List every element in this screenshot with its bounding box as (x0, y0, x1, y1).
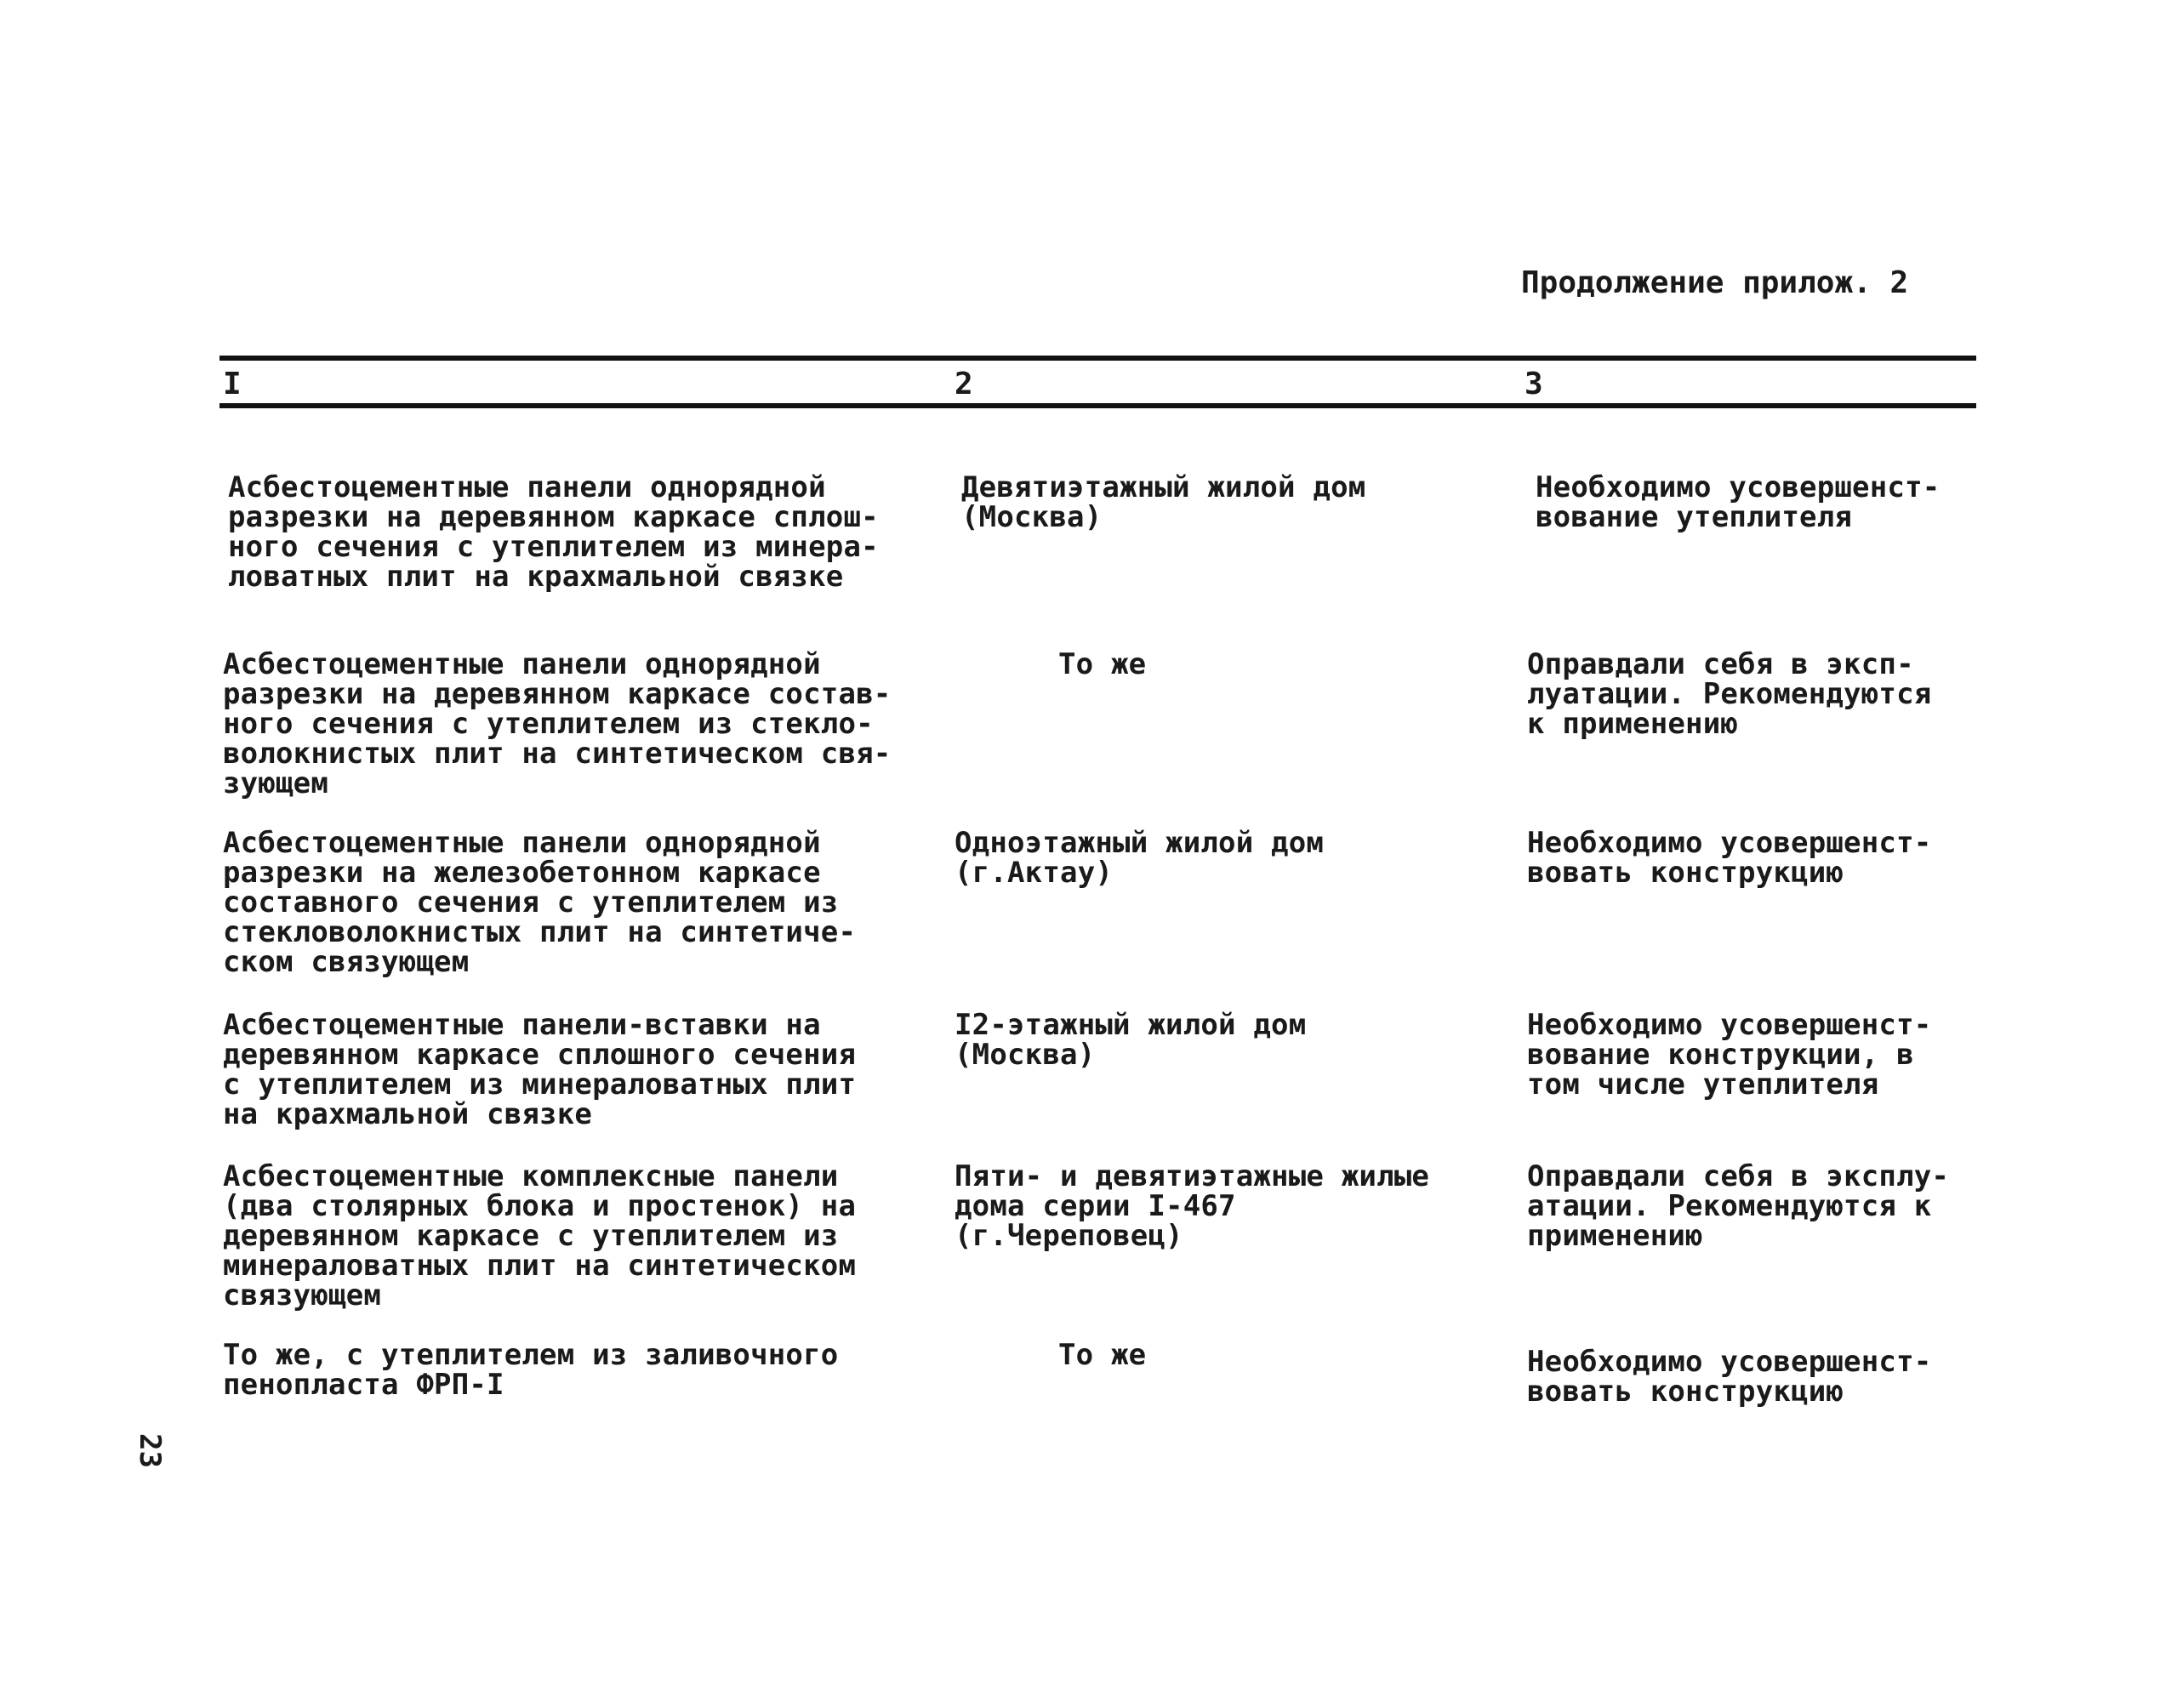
row-design-cell: Асбестоцементные панели-вставки на деревянном каркасе сплошного сечения с утеплителем из минераловатных плит на крахмальной связке (223, 1008, 857, 1131)
page-header: Продолжение прилож. 2 (1521, 265, 1909, 300)
row-assessment-cell: Необходимо усовершенст- вование конструкции, в том числе утеплителя (1527, 1008, 1932, 1102)
column-number-2: 2 (955, 367, 973, 401)
table-rule-top (219, 356, 1976, 361)
page-number: 23 (133, 1433, 167, 1468)
row-object-cell: I2-этажный жилой дом (Москва) (955, 1008, 1307, 1072)
row-design-cell: Асбестоцементные комплексные панели (два столярных блока и простенок) на деревянном каркасе с утеплителем из минераловатных плит на синтетическом связующем (223, 1159, 857, 1312)
table-rule-bottom (219, 403, 1976, 408)
row-object-cell: Пяти- и девятиэтажные жилые дома серии I-467 (г.Череповец) (955, 1159, 1430, 1253)
row-assessment-cell: Необходимо усовершенст- вовать конструкцию (1527, 1345, 1932, 1409)
row-assessment-cell: Необходимо усовершенст- вование утеплителя (1536, 470, 1941, 534)
row-object-cell: То же (1058, 647, 1147, 681)
row-object-cell: Девятиэтажный жилой дом (Москва) (961, 470, 1366, 534)
row-assessment-cell: Необходимо усовершенст- вовать конструкцию (1527, 826, 1932, 890)
row-object-cell: То же (1058, 1338, 1147, 1372)
column-number-3: 3 (1525, 367, 1543, 401)
row-design-cell: То же, с утеплителем из заливочного пенопласта ФРП-I (223, 1338, 839, 1402)
row-design-cell: Асбестоцементные панели однорядной разрезки на железобетонном каркасе составного сечения с утеплителем из стекловолокнистых плит на синтетиче- ском связующем (223, 826, 857, 979)
column-number-1: I (223, 367, 242, 401)
row-object-cell: Одноэтажный жилой дом (г.Актау) (955, 826, 1325, 890)
row-assessment-cell: Оправдали себя в эксп- луатации. Рекомендуются к применению (1527, 647, 1932, 741)
row-design-cell: Асбестоцементные панели однорядной разрезки на деревянном каркасе состав- ного сечения с утеплителем из стекло- волокнистых плит на синтетическом свя- зующем (223, 647, 892, 800)
row-assessment-cell: Оправдали себя в эксплу- атации. Рекомендуются к применению (1527, 1159, 1950, 1253)
row-design-cell: Асбестоцементные панели однорядной разрезки на деревянном каркасе сплош- ного сечения с утеплителем из минера- ловатных плит на крахмальной связке (228, 470, 879, 594)
